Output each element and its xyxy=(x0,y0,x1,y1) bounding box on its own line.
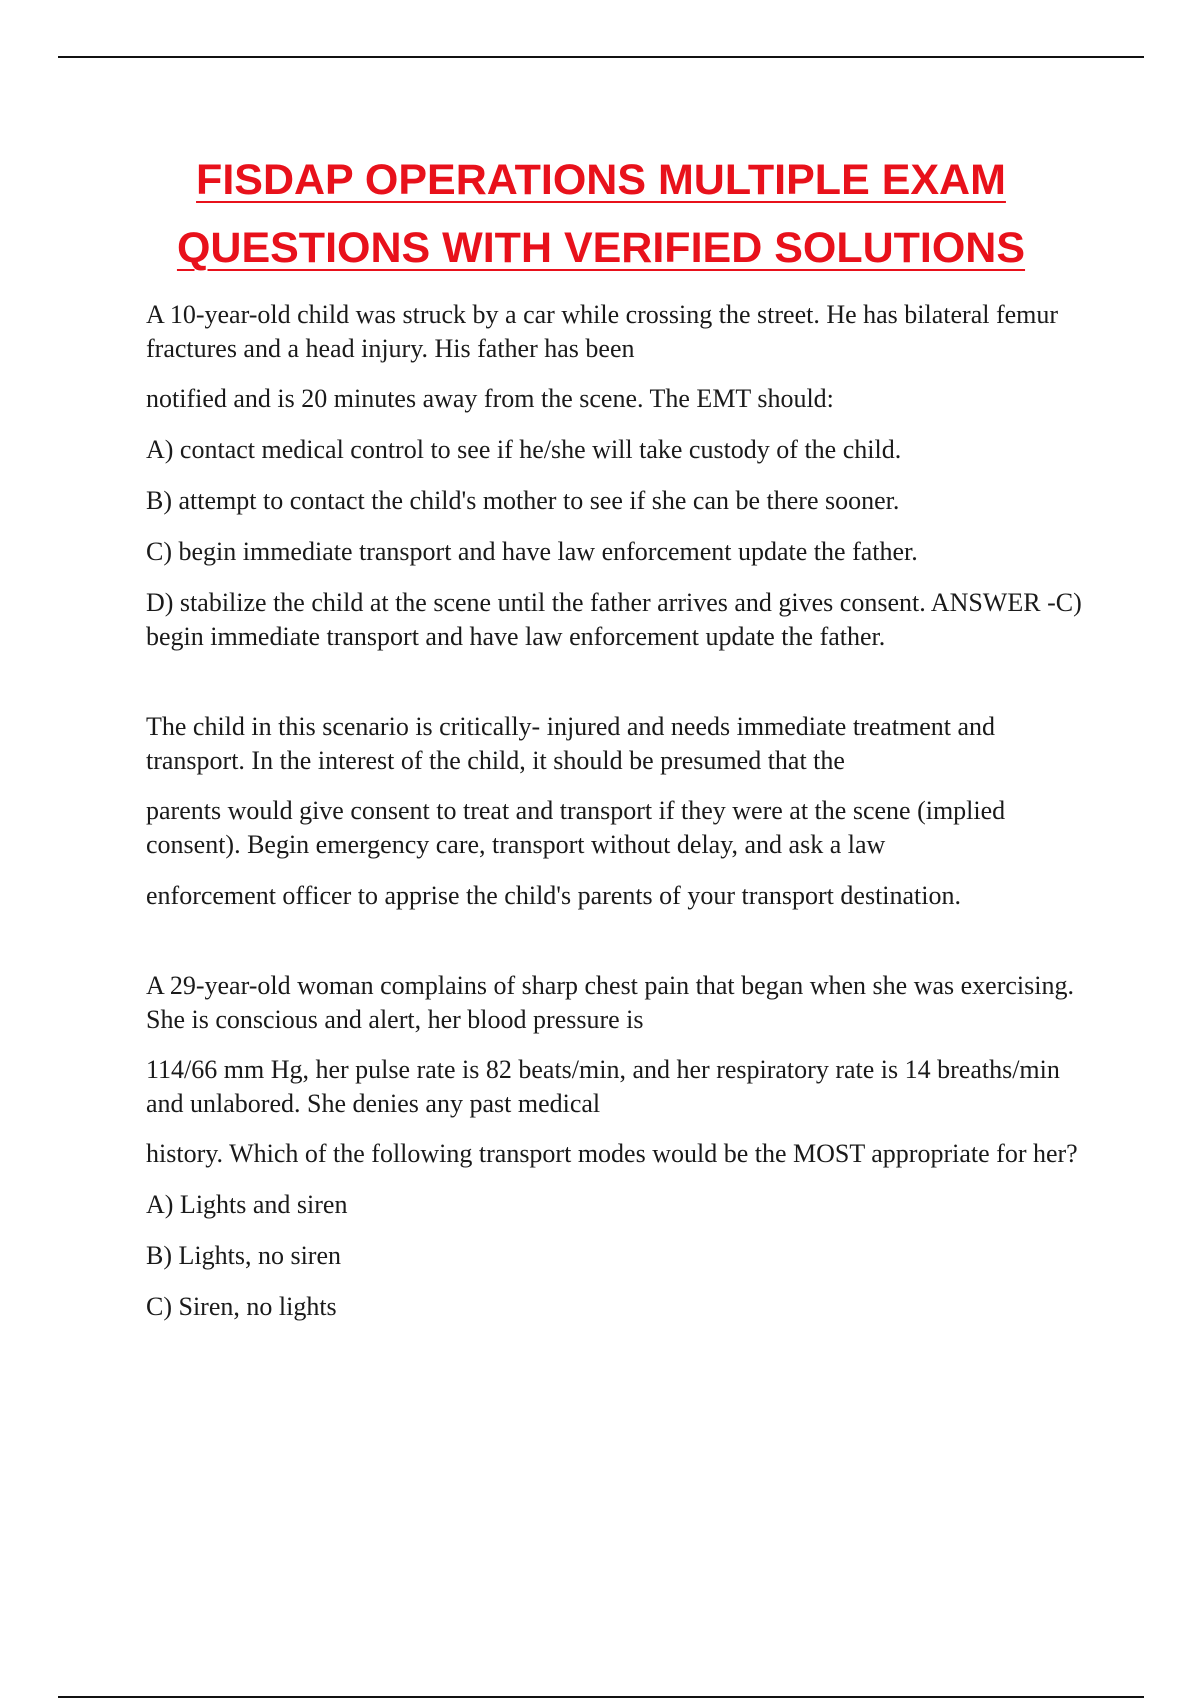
q2-option-c: C) Siren, no lights xyxy=(146,1292,337,1321)
q1-option-a: A) contact medical control to see if he/she will take custody of the child. xyxy=(146,435,902,464)
q2-option-a: A) Lights and siren xyxy=(146,1190,348,1219)
title-line-1: FISDAP OPERATIONS MULTIPLE EXAM xyxy=(196,156,1006,204)
q1-stem-part1: A 10-year-old child was struck by a car while crossing the street. He has bilateral femur fractures and a head injury. His father has been xyxy=(146,300,1059,363)
q2-stem-part2: 114/66 mm Hg, her pulse rate is 82 beats/min, and her respiratory rate is 14 breaths/min and unlabored. She denies any past medical xyxy=(146,1055,1060,1118)
document-title xyxy=(58,146,1144,282)
q2-stem-part1: A 29-year-old woman complains of sharp chest pain that began when she was exercising. She is conscious and alert, her blood pressure is xyxy=(146,971,1074,1034)
q1-option-b: B) attempt to contact the child's mother to see if she can be there sooner. xyxy=(146,486,900,515)
q1-explanation-part3: enforcement officer to apprise the child's parents of your transport destination. xyxy=(146,881,962,910)
q1-explanation-part2: parents would give consent to treat and transport if they were at the scene (implied consent). Begin emergency care, transport without delay, and ask a law xyxy=(146,796,1006,859)
title-line-2: QUESTIONS WITH VERIFIED SOLUTIONS xyxy=(176,224,1026,272)
document-body xyxy=(146,298,1086,1324)
q1-option-d-answer: D) stabilize the child at the scene until the father arrives and gives consent. ANSWER -C) begin immediate transport and have law enforcement update the father. xyxy=(146,588,1082,651)
top-rule xyxy=(58,56,1144,58)
q2-stem-part3: history. Which of the following transport modes would be the MOST appropriate for her? xyxy=(146,1139,1078,1168)
bottom-rule xyxy=(58,1696,1144,1698)
q1-stem-part2: notified and is 20 minutes away from the scene. The EMT should: xyxy=(146,384,834,413)
q2-option-b: B) Lights, no siren xyxy=(146,1241,341,1270)
q1-option-c: C) begin immediate transport and have law enforcement update the father. xyxy=(146,537,918,566)
q1-explanation-part1: The child in this scenario is critically- injured and needs immediate treatment and transport. In the interest of the child, it should be presumed that the xyxy=(146,712,996,775)
